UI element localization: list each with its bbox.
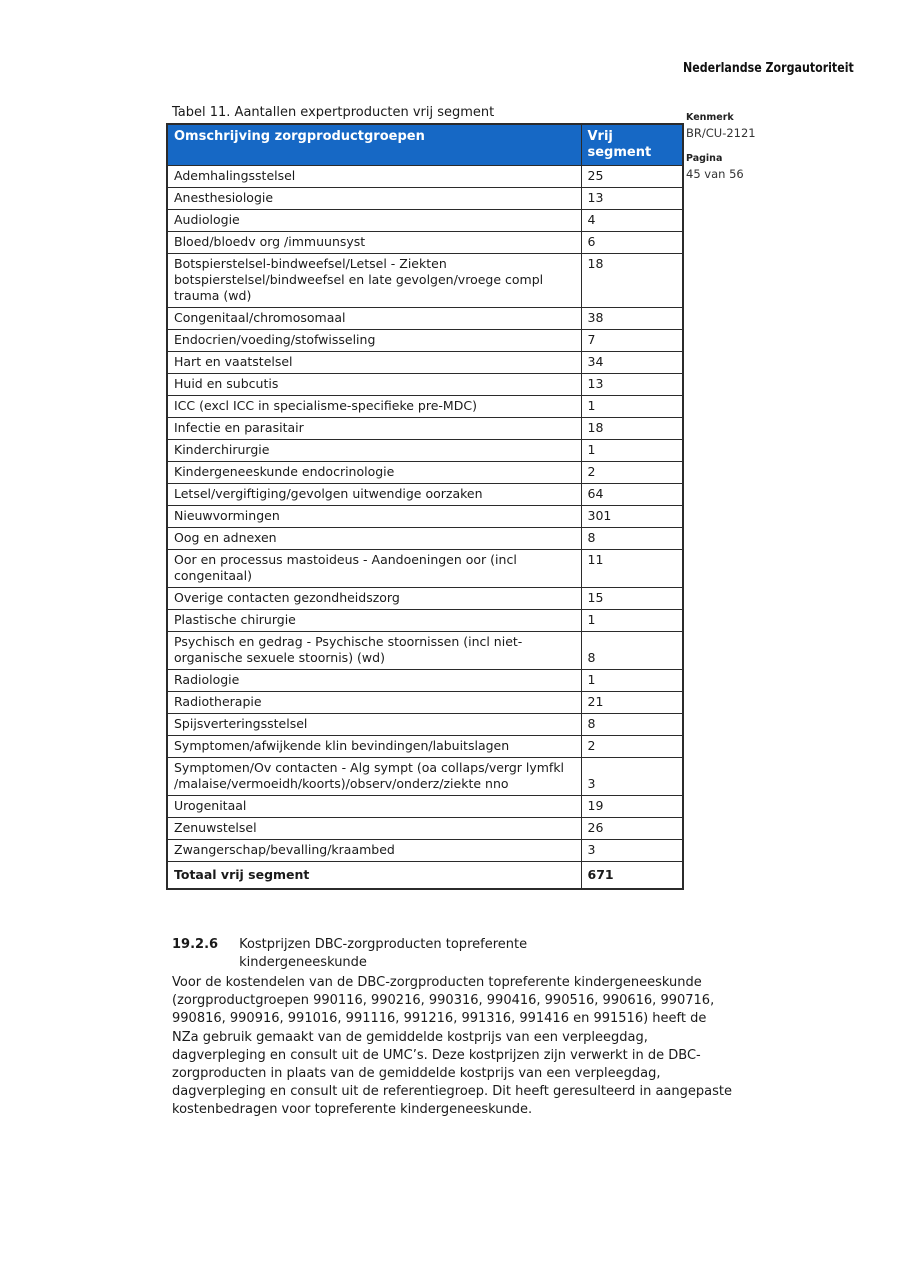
table-row <box>167 758 683 796</box>
table-row <box>167 396 683 418</box>
table-row <box>167 818 683 840</box>
table-row <box>167 418 683 440</box>
table-row <box>167 484 683 506</box>
row-value: 8 <box>581 632 683 670</box>
total-label: Totaal vrij segment <box>167 862 581 890</box>
table-row <box>167 714 683 736</box>
row-label: ICC (excl ICC in specialisme-specifieke pre-MDC) <box>167 396 581 418</box>
row-label: Psychisch en gedrag - Psychische stoornissen (incl niet-organische sexuele stoornis) (wd) <box>167 632 581 670</box>
table-row <box>167 462 683 484</box>
table-row <box>167 670 683 692</box>
row-label: Zenuwstelsel <box>167 818 581 840</box>
row-value: 18 <box>581 254 683 308</box>
row-value: 64 <box>581 484 683 506</box>
row-label: Radiologie <box>167 670 581 692</box>
row-label: Congenitaal/chromosomaal <box>167 308 581 330</box>
table-row <box>167 254 683 308</box>
row-value: 1 <box>581 610 683 632</box>
pagina-value: 45 van 56 <box>686 167 744 181</box>
section-heading <box>172 936 732 972</box>
row-value: 25 <box>581 166 683 188</box>
table-title: Tabel 11. Aantallen expertproducten vrij segment <box>172 105 495 120</box>
row-value: 8 <box>581 528 683 550</box>
row-label: Endocrien/voeding/stofwisseling <box>167 330 581 352</box>
col-header-omschrijving: Omschrijving zorgproductgroepen <box>167 124 581 166</box>
row-label: Audiologie <box>167 210 581 232</box>
row-label: Plastische chirurgie <box>167 610 581 632</box>
row-value: 1 <box>581 670 683 692</box>
row-label: Letsel/vergiftiging/gevolgen uitwendige oorzaken <box>167 484 581 506</box>
row-label: Botspierstelsel-bindweefsel/Letsel - Ziekten botspierstelsel/bindweefsel en late gevolgen/vroege compl trauma (wd) <box>167 254 581 308</box>
row-label: Zwangerschap/bevalling/kraambed <box>167 840 581 862</box>
table-row <box>167 796 683 818</box>
table-row <box>167 330 683 352</box>
row-label: Ademhalingsstelsel <box>167 166 581 188</box>
row-value: 4 <box>581 210 683 232</box>
table-row <box>167 232 683 254</box>
row-value: 26 <box>581 818 683 840</box>
row-value: 2 <box>581 462 683 484</box>
row-value: 13 <box>581 188 683 210</box>
table-header-row <box>167 124 683 166</box>
row-value: 15 <box>581 588 683 610</box>
table-row <box>167 166 683 188</box>
section-title: Kostprijzen DBC-zorgproducten topreferente kindergeneeskunde <box>239 937 528 970</box>
pagina-label: Pagina <box>686 153 723 164</box>
row-label: Kinderchirurgie <box>167 440 581 462</box>
row-value: 34 <box>581 352 683 374</box>
row-value: 1 <box>581 396 683 418</box>
row-label: Bloed/bloedv org /immuunsyst <box>167 232 581 254</box>
kenmerk-value: BR/CU-2121 <box>686 126 756 140</box>
row-label: Hart en vaatstelsel <box>167 352 581 374</box>
table-body <box>167 166 683 862</box>
section-body: Voor de kostendelen van de DBC-zorgproducten topreferente kindergeneeskunde (zorgproductgroepen 990116, 990216, 990316, 990416, 990516, 990616, 990716, 990816, 990916, 991016, 991116, 991216, 991316, 991416 en 991516) heeft de NZa gebruik gemaakt van de gemiddelde kostprijs van een verpleegdag, dagverpleging en consult uit de UMC’s. Deze kostprijzen zijn verwerkt in de DBC-zorgproducten in plaats van de gemiddelde kostprijs van een verpleegdag, dagverpleging en consult uit de referentiegroep. Dit heeft geresulteerd in aangepaste kostenbedragen voor topreferente kindergeneeskunde. <box>172 975 732 1118</box>
row-label: Oor en processus mastoideus - Aandoeningen oor (incl congenitaal) <box>167 550 581 588</box>
brand-logo-text: Nederlandse Zorgautoriteit <box>683 61 854 76</box>
row-value: 2 <box>581 736 683 758</box>
row-label: Radiotherapie <box>167 692 581 714</box>
row-value: 6 <box>581 232 683 254</box>
table-row <box>167 736 683 758</box>
row-label: Spijsverteringsstelsel <box>167 714 581 736</box>
page-meta <box>686 111 756 181</box>
kenmerk-label: Kenmerk <box>686 112 734 123</box>
row-value: 19 <box>581 796 683 818</box>
expert-products-table <box>166 123 684 890</box>
row-value: 3 <box>581 840 683 862</box>
row-label: Oog en adnexen <box>167 528 581 550</box>
row-value: 3 <box>581 758 683 796</box>
row-value: 1 <box>581 440 683 462</box>
row-value: 38 <box>581 308 683 330</box>
row-label: Anesthesiologie <box>167 188 581 210</box>
row-label: Overige contacten gezondheidszorg <box>167 588 581 610</box>
section-number: 19.2.6 <box>172 937 219 952</box>
row-label: Nieuwvormingen <box>167 506 581 528</box>
table-row <box>167 506 683 528</box>
table-row <box>167 440 683 462</box>
row-label: Kindergeneeskunde endocrinologie <box>167 462 581 484</box>
table-row <box>167 210 683 232</box>
table-row <box>167 352 683 374</box>
table-row <box>167 588 683 610</box>
row-value: 301 <box>581 506 683 528</box>
row-value: 7 <box>581 330 683 352</box>
row-value: 21 <box>581 692 683 714</box>
row-label: Infectie en parasitair <box>167 418 581 440</box>
table-row <box>167 550 683 588</box>
table-row <box>167 374 683 396</box>
table-row <box>167 308 683 330</box>
row-value: 11 <box>581 550 683 588</box>
section-19-2-6 <box>172 936 732 1120</box>
total-value: 671 <box>581 862 683 890</box>
row-label: Huid en subcutis <box>167 374 581 396</box>
table-row <box>167 188 683 210</box>
table-row <box>167 840 683 862</box>
table-total-row <box>167 862 683 890</box>
table-row <box>167 610 683 632</box>
row-value: 8 <box>581 714 683 736</box>
row-value: 13 <box>581 374 683 396</box>
row-value: 18 <box>581 418 683 440</box>
row-label: Urogenitaal <box>167 796 581 818</box>
table-row <box>167 528 683 550</box>
col-header-vrij-segment: Vrij segment <box>581 124 683 166</box>
table-row <box>167 692 683 714</box>
row-label: Symptomen/Ov contacten - Alg sympt (oa collaps/vergr lymfkl /malaise/vermoeidh/koorts)/observ/onderz/ziekte nno <box>167 758 581 796</box>
table-row <box>167 632 683 670</box>
row-label: Symptomen/afwijkende klin bevindingen/labuitslagen <box>167 736 581 758</box>
